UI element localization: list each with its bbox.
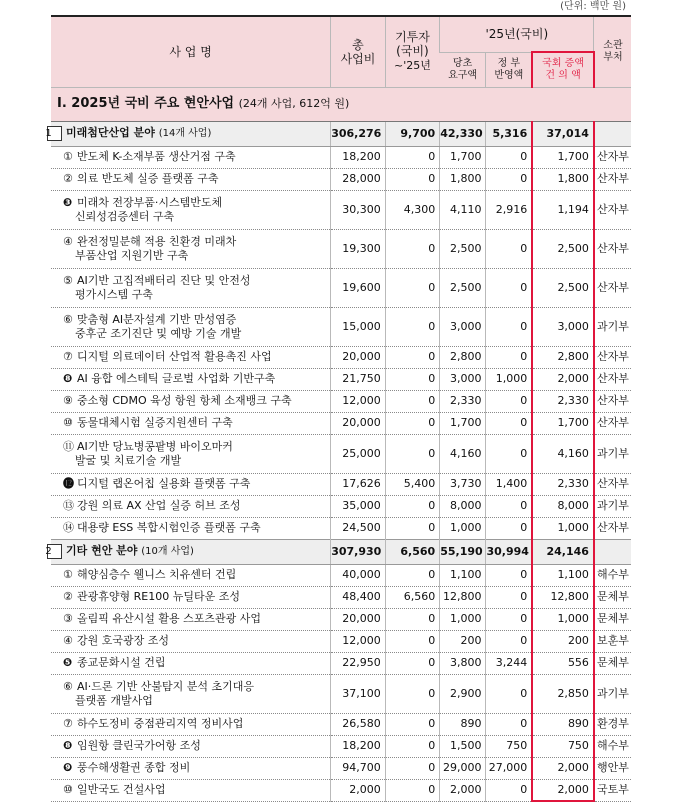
value-request: 8,000 [440,495,486,517]
project-line1: 일반국도 건설사업 [77,783,166,796]
project-name [51,674,331,713]
item-number: ⑦ [63,350,73,363]
value-assembly: 2,330 [532,473,594,495]
project-name [51,434,331,473]
value-assembly: 8,000 [532,495,594,517]
category-gov: 5,316 [486,121,532,146]
table-row [51,307,631,346]
value-dept: 산자부 [594,229,631,268]
project-line2: 신뢰성검증센터 구축 [75,209,175,223]
item-number: ② [63,172,73,185]
item-number: ❺ [63,656,73,669]
value-gov: 0 [486,564,532,586]
item-number: ❾ [63,761,73,774]
header-total: 총 사업비 [331,16,386,87]
category-dept [594,539,631,564]
value-dept: 해수부 [594,564,631,586]
table-row [51,146,631,168]
table-row [51,608,631,630]
value-gov: 1,000 [486,368,532,390]
value-total: 94,700 [331,757,386,779]
value-prior: 0 [385,307,440,346]
category-number-box: 2 [47,544,62,559]
project-line1: 완전정밀분해 적용 친환경 미래차 [77,234,237,248]
value-dept: 환경부 [594,713,631,735]
project-line1: AI기반 고집적배터리 진단 및 안전성 [77,273,251,287]
header-project: 사 업 명 [51,16,331,87]
item-number: ❸ [63,195,73,209]
value-total: 2,000 [331,779,386,801]
project-line1: 해양심층수 웰니스 치유센터 건립 [77,568,237,581]
table-row [51,517,631,539]
item-number: ❽ [63,372,73,385]
value-assembly: 2,000 [532,757,594,779]
value-total: 20,000 [331,346,386,368]
value-dept: 문체부 [594,586,631,608]
project-line1: 중소형 CDMO 육성 항원 항체 소재뱅크 구축 [77,394,292,407]
value-prior: 0 [385,674,440,713]
project-name [51,495,331,517]
table-row [51,779,631,801]
value-prior: 0 [385,517,440,539]
value-dept: 과기부 [594,307,631,346]
value-assembly: 1,800 [532,168,594,190]
value-assembly: 4,160 [532,434,594,473]
value-dept: 문체부 [594,652,631,674]
value-total: 19,300 [331,229,386,268]
value-dept: 보훈부 [594,630,631,652]
value-request: 1,100 [440,564,486,586]
table-row [51,168,631,190]
value-assembly: 1,100 [532,564,594,586]
project-name [51,168,331,190]
project-name [51,412,331,434]
value-request: 1,700 [440,146,486,168]
project-line1: AI기반 당뇨병콩팥병 바이오마커 [77,439,233,453]
project-line2: 플랫폼 개발사업 [75,693,153,707]
value-prior: 0 [385,168,440,190]
value-assembly: 12,800 [532,586,594,608]
project-line1: 디지털 의료데이터 산업적 활용촉진 사업 [77,350,272,363]
value-request: 890 [440,713,486,735]
category-title: 기타 현안 분야 [66,544,138,557]
value-request: 200 [440,630,486,652]
value-assembly: 2,800 [532,346,594,368]
value-assembly: 1,000 [532,608,594,630]
value-assembly: 890 [532,713,594,735]
value-request: 2,500 [440,229,486,268]
value-assembly: 2,500 [532,268,594,307]
value-gov: 0 [486,713,532,735]
project-name [51,390,331,412]
project-name [51,346,331,368]
project-line1: 강원 호국광장 조성 [77,634,170,647]
value-assembly: 1,700 [532,412,594,434]
value-assembly: 200 [532,630,594,652]
header-dept: 소관 부처 [594,16,631,87]
header-assembly: 국회 증액 건 의 액 [532,52,594,87]
table-row [51,229,631,268]
value-gov: 27,000 [486,757,532,779]
section-row [51,87,631,121]
value-assembly: 2,000 [532,368,594,390]
project-line1: 대용량 ESS 복합시험인증 플랫폼 구축 [77,521,261,534]
value-total: 12,000 [331,630,386,652]
table-row [51,713,631,735]
table-row [51,473,631,495]
project-name [51,190,331,229]
value-request: 1,800 [440,168,486,190]
value-assembly: 2,330 [532,390,594,412]
value-gov: 1,400 [486,473,532,495]
value-request: 2,800 [440,346,486,368]
value-dept: 산자부 [594,346,631,368]
project-line1: 올림픽 유산시설 활용 스포츠관광 사업 [77,612,262,625]
category-dept [594,121,631,146]
value-gov: 0 [486,608,532,630]
value-total: 20,000 [331,608,386,630]
value-prior: 5,400 [385,473,440,495]
table-row [51,190,631,229]
table-row [51,434,631,473]
category-assembly: 24,146 [532,539,594,564]
value-prior: 0 [385,608,440,630]
value-prior: 0 [385,779,440,801]
category-request: 55,190 [440,539,486,564]
value-gov: 0 [486,268,532,307]
value-assembly: 1,700 [532,146,594,168]
project-line1: 맞춤형 AI분자설계 기반 만성염증 [77,312,237,326]
value-prior: 0 [385,630,440,652]
project-line1: 하수도정비 중점관리지역 정비사업 [77,717,244,730]
project-line1: 디지털 랩온어칩 실용화 플랫폼 구축 [77,477,251,490]
project-line2: 발굴 및 치료기술 개발 [75,453,182,467]
value-request: 3,730 [440,473,486,495]
table-row [51,652,631,674]
project-name [51,630,331,652]
header-gov: 정 부 반영액 [486,52,532,87]
project-line2: 평가시스템 구축 [75,287,153,301]
value-prior: 0 [385,146,440,168]
value-prior: 0 [385,564,440,586]
item-number: ⑩ [63,416,73,429]
project-name [51,735,331,757]
table-row [51,735,631,757]
header-2025: '25년(국비) [440,16,594,52]
project-name [51,564,331,586]
value-request: 2,500 [440,268,486,307]
category-gov: 30,994 [486,539,532,564]
value-dept: 행안부 [594,757,631,779]
value-dept: 산자부 [594,190,631,229]
value-gov: 0 [486,495,532,517]
project-line1: 미래차 전장부품·시스템반도체 [77,195,223,209]
category-row [51,539,631,564]
value-gov: 0 [486,779,532,801]
value-total: 37,100 [331,674,386,713]
value-assembly: 556 [532,652,594,674]
table-row [51,564,631,586]
table-row [51,630,631,652]
project-line1: 의료 반도체 실증 플랫폼 구축 [77,172,219,185]
category-count: (14개 사업) [158,128,212,139]
project-line1: AI 융합 에스테틱 글로벌 사업화 기반구축 [77,372,276,385]
header-prior: 기투자 (국비) ~'25년 [385,16,440,87]
value-assembly: 1,000 [532,517,594,539]
item-number: ⑭ [63,521,74,534]
value-prior: 0 [385,368,440,390]
value-total: 21,750 [331,368,386,390]
value-gov: 0 [486,412,532,434]
item-number: ⑤ [63,273,73,287]
value-request: 1,000 [440,517,486,539]
value-gov: 2,916 [486,190,532,229]
value-gov: 3,244 [486,652,532,674]
value-request: 1,700 [440,412,486,434]
value-prior: 0 [385,268,440,307]
item-number: ② [63,590,73,603]
table-row [51,412,631,434]
value-dept: 산자부 [594,368,631,390]
value-gov: 0 [486,674,532,713]
project-line1: 종교문화시설 건립 [77,656,166,669]
value-prior: 4,300 [385,190,440,229]
value-assembly: 1,194 [532,190,594,229]
project-line1: AI·드론 기반 산불탐지 분석 초기대응 [77,679,255,693]
project-name [51,779,331,801]
value-total: 35,000 [331,495,386,517]
value-prior: 0 [385,713,440,735]
value-total: 48,400 [331,586,386,608]
project-line1: 관광휴양형 RE100 뉴딜타운 조성 [77,590,240,603]
value-dept: 산자부 [594,390,631,412]
table-row [51,757,631,779]
value-prior: 0 [385,434,440,473]
value-gov: 750 [486,735,532,757]
value-assembly: 2,500 [532,229,594,268]
project-name [51,517,331,539]
table-row [51,268,631,307]
value-total: 40,000 [331,564,386,586]
project-line2: 중후군 조기진단 및 예방 기술 개발 [75,326,242,340]
table-row [51,368,631,390]
project-name [51,268,331,307]
value-request: 1,500 [440,735,486,757]
header-row-1 [51,16,631,52]
value-dept: 과기부 [594,434,631,473]
value-dept: 문체부 [594,608,631,630]
value-dept: 산자부 [594,412,631,434]
table-row [51,495,631,517]
category-name [45,539,331,564]
value-prior: 0 [385,229,440,268]
category-count: (10개 사업) [141,546,194,557]
value-prior: 0 [385,495,440,517]
value-prior: 0 [385,346,440,368]
value-gov: 0 [486,229,532,268]
value-dept: 해수부 [594,735,631,757]
table-row [51,346,631,368]
category-title: 미래첨단산업 분야 [66,126,155,139]
project-name [51,652,331,674]
value-request: 2,000 [440,779,486,801]
value-total: 18,200 [331,735,386,757]
value-prior: 0 [385,412,440,434]
value-request: 3,000 [440,307,486,346]
budget-table-wrap [45,15,631,796]
value-request: 3,800 [440,652,486,674]
value-total: 25,000 [331,434,386,473]
value-gov: 0 [486,168,532,190]
project-name [51,229,331,268]
value-prior: 0 [385,757,440,779]
value-dept: 산자부 [594,268,631,307]
project-name [51,586,331,608]
value-dept: 산자부 [594,517,631,539]
value-gov: 0 [486,630,532,652]
project-line2: 부품산업 지원기반 구축 [75,248,189,262]
value-total: 20,000 [331,412,386,434]
category-prior: 6,560 [385,539,440,564]
project-line1: 풍수해생활권 종합 정비 [77,761,191,774]
item-number: ④ [63,234,73,248]
value-gov: 0 [486,307,532,346]
category-total: 306,276 [331,121,386,146]
table-row [51,586,631,608]
value-total: 15,000 [331,307,386,346]
value-prior: 0 [385,735,440,757]
value-prior: 0 [385,652,440,674]
value-request: 2,900 [440,674,486,713]
value-prior: 6,560 [385,586,440,608]
value-gov: 0 [486,346,532,368]
value-total: 24,500 [331,517,386,539]
value-total: 17,626 [331,473,386,495]
category-name [45,121,331,146]
category-assembly: 37,014 [532,121,594,146]
table-row [51,674,631,713]
value-assembly: 3,000 [532,307,594,346]
value-total: 30,300 [331,190,386,229]
project-line1: 반도체 K-소재부품 생산거점 구축 [77,150,236,163]
item-number: ⑨ [63,394,73,407]
value-request: 29,000 [440,757,486,779]
category-row [51,121,631,146]
project-name [51,307,331,346]
value-dept: 산자부 [594,168,631,190]
project-line1: 강원 의료 AX 산업 실증 허브 조성 [77,499,241,512]
unit-label: (단위: 백만 원) [560,1,626,12]
item-number: ① [63,150,73,163]
value-total: 19,600 [331,268,386,307]
header-request: 당초 요구액 [440,52,486,87]
value-prior: 0 [385,390,440,412]
value-gov: 0 [486,434,532,473]
budget-table [45,15,631,802]
value-request: 1,000 [440,608,486,630]
project-name [51,368,331,390]
item-number: ⑥ [63,312,73,326]
value-gov: 0 [486,517,532,539]
project-line1: 임원항 클린국가어항 조성 [77,739,201,752]
project-name [51,608,331,630]
value-request: 12,800 [440,586,486,608]
value-total: 12,000 [331,390,386,412]
value-total: 28,000 [331,168,386,190]
item-number: ⑩ [63,783,73,796]
item-number: ⑦ [63,717,73,730]
project-name [51,713,331,735]
item-number: ❽ [63,739,73,752]
value-dept: 산자부 [594,146,631,168]
project-line1: 동물대체시험 실증지원센터 구축 [77,416,233,429]
item-number: ⑪ [63,439,74,453]
category-request: 42,330 [440,121,486,146]
value-assembly: 750 [532,735,594,757]
value-request: 2,330 [440,390,486,412]
project-name [51,757,331,779]
item-number: ① [63,568,73,581]
item-number: ⓬ [63,477,74,490]
value-assembly: 2,000 [532,779,594,801]
category-number-box: 1 [47,126,62,141]
category-prior: 9,700 [385,121,440,146]
value-total: 26,580 [331,713,386,735]
value-total: 22,950 [331,652,386,674]
item-number: ③ [63,612,73,625]
value-gov: 0 [486,146,532,168]
value-total: 18,200 [331,146,386,168]
project-name [51,473,331,495]
project-name [51,146,331,168]
value-request: 4,110 [440,190,486,229]
item-number: ④ [63,634,73,647]
value-request: 3,000 [440,368,486,390]
item-number: ⑬ [63,499,74,512]
value-dept: 과기부 [594,674,631,713]
table-row [51,390,631,412]
value-dept: 과기부 [594,495,631,517]
value-assembly: 2,850 [532,674,594,713]
category-total: 307,930 [331,539,386,564]
value-gov: 0 [486,586,532,608]
value-dept: 산자부 [594,473,631,495]
value-request: 4,160 [440,434,486,473]
value-gov: 0 [486,390,532,412]
item-number: ⑥ [63,679,73,693]
value-dept: 국토부 [594,779,631,801]
section-title: Ⅰ. 2025년 국비 주요 현안사업 (24개 사업, 612억 원) [51,87,631,121]
